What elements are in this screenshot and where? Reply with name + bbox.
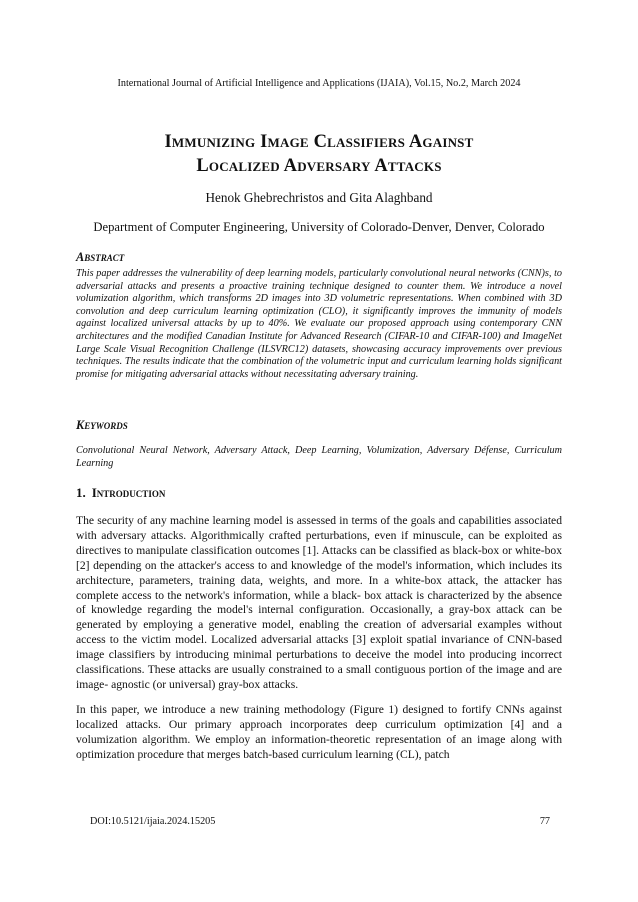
affiliation: Department of Computer Engineering, University of Colorado-Denver, Denver, Colorado: [93, 220, 545, 234]
paper-title-line-2: Localized Adversary Attacks: [196, 156, 442, 176]
doi: DOI:10.5121/ijaia.2024.15205: [90, 816, 216, 827]
paper-title: [0, 130, 638, 178]
keywords-heading: Keywords: [76, 418, 128, 432]
journal-header: International Journal of Artificial Intelligence and Applications (IJAIA), Vol.15, No.2, March 2024: [117, 78, 521, 89]
abstract-heading: Abstract: [76, 250, 125, 264]
abstract-body: This paper addresses the vulnerability of deep learning models, particularly convolutional neural networks (CNN)s, to adversarial attacks and presents a proactive training technique designed to counter them. We introduce a novel volumization algorithm, which transforms 2D images into 3D volumetric representations. When combined with 3D convolution and deep curriculum learning optimization (CLO), it significantly improves the immunity of models against localized universal attacks by up to 40%. We evaluate our proposed approach using contemporary CNN architectures and the modified Canadian Institute for Advanced Research (CIFAR-10 and CIFAR-100) and ImageNet Large Scale Visual Recognition Challenge (ILSVRC12) datasets, showcasing accuracy improvements over previous techniques. The results indicate that the combination of the volumetric input and curriculum learning holds significant promise for mitigating adversarial attacks without necessitating adversary training.: [76, 268, 562, 380]
section-number: 1.: [76, 485, 86, 500]
keywords-body: Convolutional Neural Network, Adversary Attack, Deep Learning, Volumization, Adversary Défense, Curriculum Learning: [76, 445, 562, 469]
section-heading-introduction: [76, 485, 165, 501]
authors: Henok Ghebrechristos and Gita Alaghband: [205, 190, 433, 205]
intro-paragraph-1: The security of any machine learning model is assessed in terms of the goals and capabilities associated with adversary attacks. Algorithmically crafted perturbations, even if minuscule, can be exploited as directives to manipulate classification outcomes [1]. Attacks can be classified as black-box or white-box [2] depending on the attacker's access to and knowledge of the model's information, which includes its architecture, parameters, training data, weights, and more. In a white-box attack, the attacker has complete access to the network's information, while a black- box attack is characterized by the absence of knowledge regarding the model's internal configuration. Occasionally, a gray-box attack can be generated by employing a generative model, enabling the creation of adversarial examples without access to the victim model. Localized adversarial attacks [3] exploit spatial invariance of CNN-based image classifiers by introducing minimal perturbations to deceive the model into producing incorrect classifications. These attacks are usually constrained to a small contiguous portion of the image and are image- agnostic (or universal) gray-box attacks.: [76, 514, 562, 691]
intro-paragraph-2: In this paper, we introduce a new training methodology (Figure 1) designed to fortify CNNs against localized attacks. Our primary approach incorporates deep curriculum optimization [4] and a volumization algorithm. We employ an information-theoretic representation of an image along with optimization procedure that merges batch-based curriculum learning (CL), patch: [76, 703, 562, 761]
paper-title-line-1: Immunizing Image Classifiers Against: [164, 132, 474, 152]
page-number: 77: [539, 816, 550, 827]
section-title: Introduction: [91, 485, 166, 500]
